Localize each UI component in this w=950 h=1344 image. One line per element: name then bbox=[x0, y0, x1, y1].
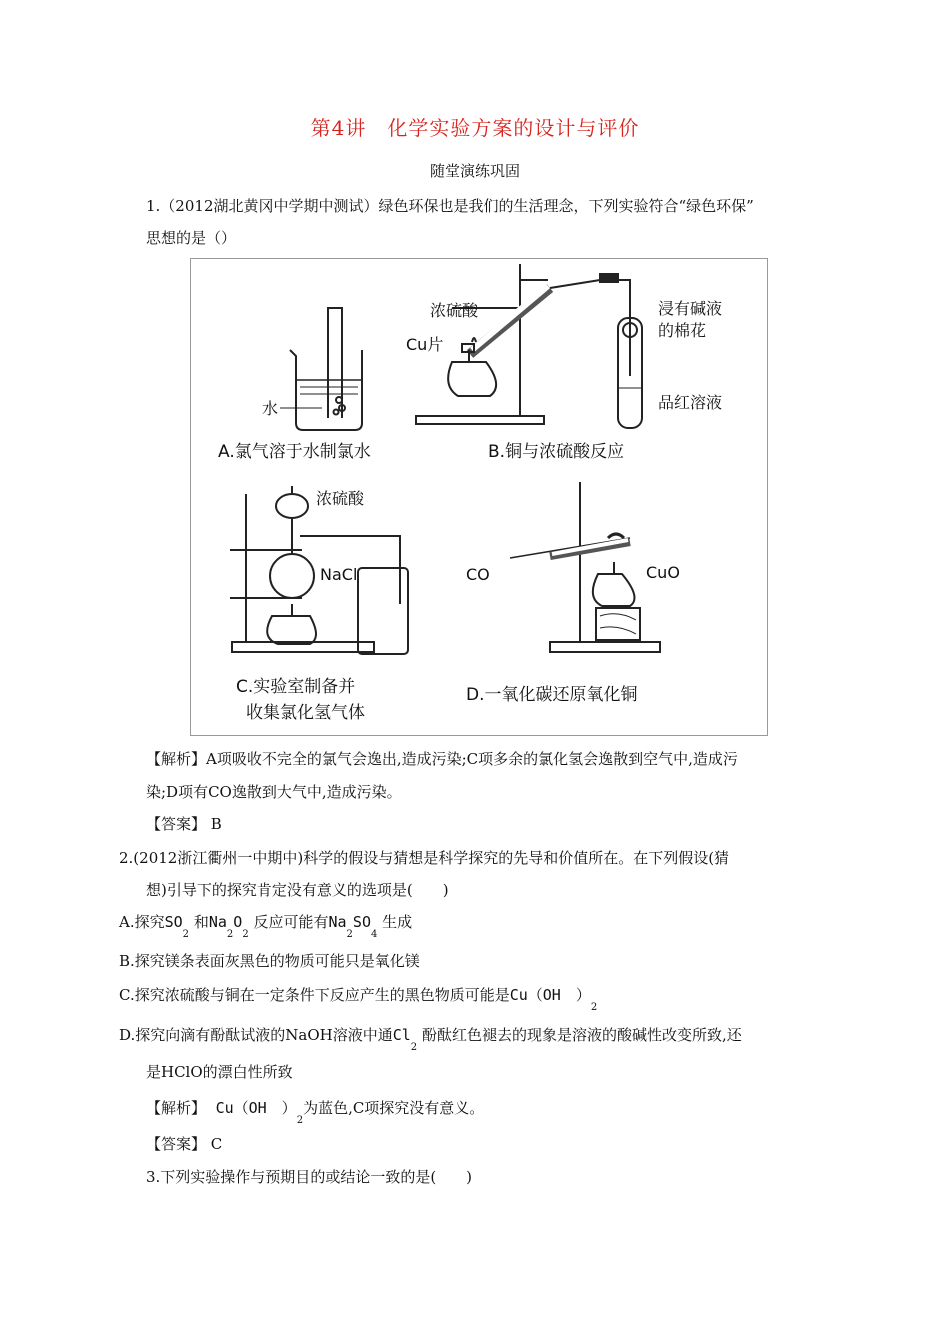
panel-a-beaker bbox=[280, 308, 362, 430]
option-a-text1: A.探究 bbox=[119, 913, 165, 931]
label-c-nacl: NaCl bbox=[320, 565, 358, 584]
q2-option-d-line2: 是HClO的漂白性所致 bbox=[146, 1063, 293, 1081]
subscript: 2 bbox=[590, 1002, 598, 1013]
q2-stem-line2: 想)引导下的探究肯定没有意义的选项是( ) bbox=[146, 881, 449, 899]
formula-na: Na bbox=[208, 913, 227, 931]
formula-cuoh: Cu（OH ） bbox=[215, 1099, 297, 1117]
option-d-text2: 酚酞红色褪去的现象是溶液的酸碱性改变所致,还 bbox=[421, 1026, 742, 1044]
formula-na: Na bbox=[328, 913, 347, 931]
q1-analysis-text1: A项吸收不完全的氯气会逸出,造成污染;C项多余的氯化氢会逸散到空气中,造成污 bbox=[206, 750, 738, 768]
formula-cuoh: Cu（OH ） bbox=[509, 986, 591, 1004]
label-c-acid: 浓硫酸 bbox=[316, 489, 365, 508]
panel-c-apparatus bbox=[230, 486, 408, 654]
subscript: 2 bbox=[242, 929, 249, 940]
label-water: 水 bbox=[262, 399, 279, 418]
option-a-text3: 反应可能有 bbox=[253, 913, 329, 931]
subscript: 2 bbox=[296, 1115, 304, 1126]
q2-answer bbox=[146, 1133, 222, 1154]
q2-option-a bbox=[119, 911, 413, 940]
option-a-text4: 生成 bbox=[382, 913, 413, 931]
label-d-co: CO bbox=[466, 565, 490, 584]
formula-so2: SO bbox=[164, 913, 183, 931]
section-subtitle: 随堂演练巩固 bbox=[429, 162, 520, 180]
subscript: 4 bbox=[370, 929, 378, 940]
apparatus-figure bbox=[190, 258, 768, 736]
q2-analysis-text: 为蓝色,C项探究没有意义。 bbox=[303, 1099, 485, 1117]
q3-stem: 3.下列实验操作与预期目的或结论一致的是( ) bbox=[146, 1168, 473, 1186]
subscript: 2 bbox=[346, 929, 353, 940]
formula-cl2: Cl bbox=[392, 1026, 411, 1044]
subscript: 2 bbox=[182, 929, 190, 940]
label-d-cuo: CuO bbox=[646, 563, 680, 582]
caption-c2: 收集氯化氢气体 bbox=[246, 703, 365, 723]
label-b-cotton2: 的棉花 bbox=[658, 321, 707, 340]
option-d-text1: D.探究向滴有酚酞试液的NaOH溶液中通 bbox=[119, 1026, 393, 1044]
q2-option-c bbox=[119, 984, 598, 1013]
panel-d-apparatus bbox=[510, 482, 660, 652]
label-b-cotton1: 浸有碱液 bbox=[658, 299, 723, 318]
q1-stem-line2: 思想的是（） bbox=[146, 229, 237, 247]
q1-analysis-line2: 染;D项有CO逸散到大气中,造成污染。 bbox=[146, 783, 402, 801]
q1-answer-label: 【答案】 bbox=[146, 815, 207, 833]
q2-analysis-label: 【解析】 bbox=[146, 1099, 207, 1117]
q2-option-b: B.探究镁条表面灰黑色的物质可能只是氧化镁 bbox=[119, 952, 420, 970]
q2-answer-label: 【答案】 bbox=[146, 1135, 207, 1153]
q1-answer-value: B bbox=[210, 815, 222, 833]
formula-so4: SO bbox=[352, 913, 371, 931]
option-a-text2: 和 bbox=[193, 913, 209, 931]
q1-stem-line1: 1.（2012湖北黄冈中学期中测试）绿色环保也是我们的生活理念，下列实验符合“绿色环保” bbox=[146, 197, 754, 215]
formula-o: O bbox=[233, 913, 243, 931]
q2-option-d bbox=[119, 1024, 742, 1053]
q1-analysis-label: 【解析】 bbox=[146, 750, 207, 768]
caption-a: A.氯气溶于水制氯水 bbox=[218, 442, 371, 462]
q2-stem-line1: 2.(2012浙江衢州一中期中)科学的假设与猜想是科学探究的先导和价值所在。在下列假设(猜 bbox=[119, 849, 730, 867]
label-b-cu: Cu片 bbox=[406, 335, 444, 354]
option-c-text: C.探究浓硫酸与铜在一定条件下反应产生的黑色物质可能是 bbox=[119, 986, 510, 1004]
caption-b: B.铜与浓硫酸反应 bbox=[488, 442, 625, 462]
caption-d: D.一氧化碳还原氧化铜 bbox=[466, 685, 638, 705]
label-b-acid: 浓硫酸 bbox=[430, 301, 479, 320]
q2-answer-value: C bbox=[210, 1135, 223, 1153]
caption-c1: C.实验室制备并 bbox=[236, 677, 356, 697]
panel-b-apparatus bbox=[416, 264, 642, 428]
q1-answer bbox=[146, 813, 222, 834]
label-b-solution: 品红溶液 bbox=[658, 393, 723, 412]
q1-analysis-line1 bbox=[146, 748, 738, 769]
page-title: 第4讲 化学实验方案的设计与评价 bbox=[310, 116, 640, 140]
subscript: 2 bbox=[410, 1042, 418, 1053]
q2-analysis bbox=[146, 1097, 485, 1126]
subscript: 2 bbox=[226, 929, 234, 940]
apparatus-diagram bbox=[190, 258, 768, 736]
